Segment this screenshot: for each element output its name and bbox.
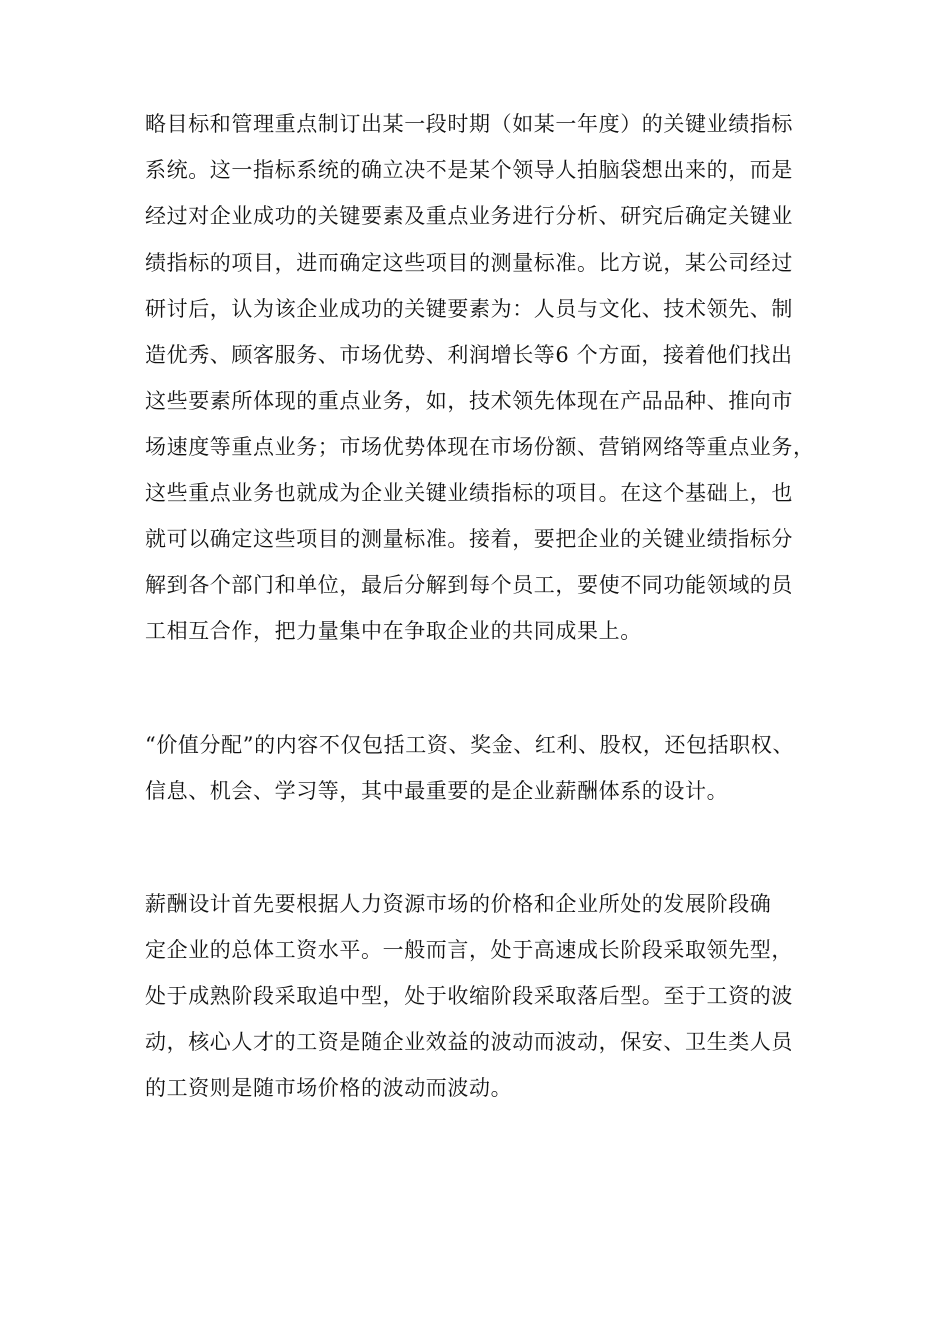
text-line: 定企业的总体工资水平。一般而言，处于高速成长阶段采取领先型， [145, 938, 793, 962]
text-line: 这些重点业务也就成为企业关键业绩指标的项目。在这个基础上，也 [145, 481, 793, 505]
text-line: 就可以确定这些项目的测量标准。接着，要把企业的关键业绩指标分 [145, 527, 793, 551]
text-line: 处于成熟阶段采取追中型，处于收缩阶段采取落后型。至于工资的波 [145, 984, 793, 1008]
text-line: 工相互合作，把力量集中在争取企业的共同成果上。 [145, 619, 642, 643]
text-line: 场速度等重点业务；市场优势体现在市场份额、营销网络等重点业务， [145, 435, 815, 459]
text-line: 的工资则是随市场价格的波动而波动。 [145, 1076, 513, 1100]
text-line: 经过对企业成功的关键要素及重点业务进行分析、研究后确定关键业 [145, 204, 793, 228]
text-line: 绩指标的项目，进而确定这些项目的测量标准。比方说，某公司经过 [145, 251, 793, 275]
text-line: 信息、机会、学习等，其中最重要的是企业薪酬体系的设计。 [145, 779, 729, 803]
text-line: “价值分配”的内容不仅包括工资、奖金、红利、股权，还包括职权、 [145, 733, 795, 757]
text-line: 动，核心人才的工资是随企业效益的波动而波动，保安、卫生类人员 [145, 1030, 793, 1054]
text-line: 研讨后，认为该企业成功的关键要素为：人员与文化、技术领先、制 [145, 297, 793, 321]
text-line: 薪酬设计首先要根据人力资源市场的价格和企业所处的发展阶段确 [145, 892, 772, 916]
text-line: 解到各个部门和单位，最后分解到每个员工，要使不同功能领域的员 [145, 573, 793, 597]
text-line: 这些要素所体现的重点业务，如，技术领先体现在产品品种、推向市 [145, 389, 793, 413]
text-line: 系统。这一指标系统的确立决不是某个领导人拍脑袋想出来的，而是 [145, 158, 793, 182]
text-line: 略目标和管理重点制订出某一段时期（如某一年度）的关键业绩指标 [145, 112, 793, 136]
text-line: 造优秀、顾客服务、市场优势、利润增长等6 个方面，接着他们找出 [145, 343, 793, 367]
